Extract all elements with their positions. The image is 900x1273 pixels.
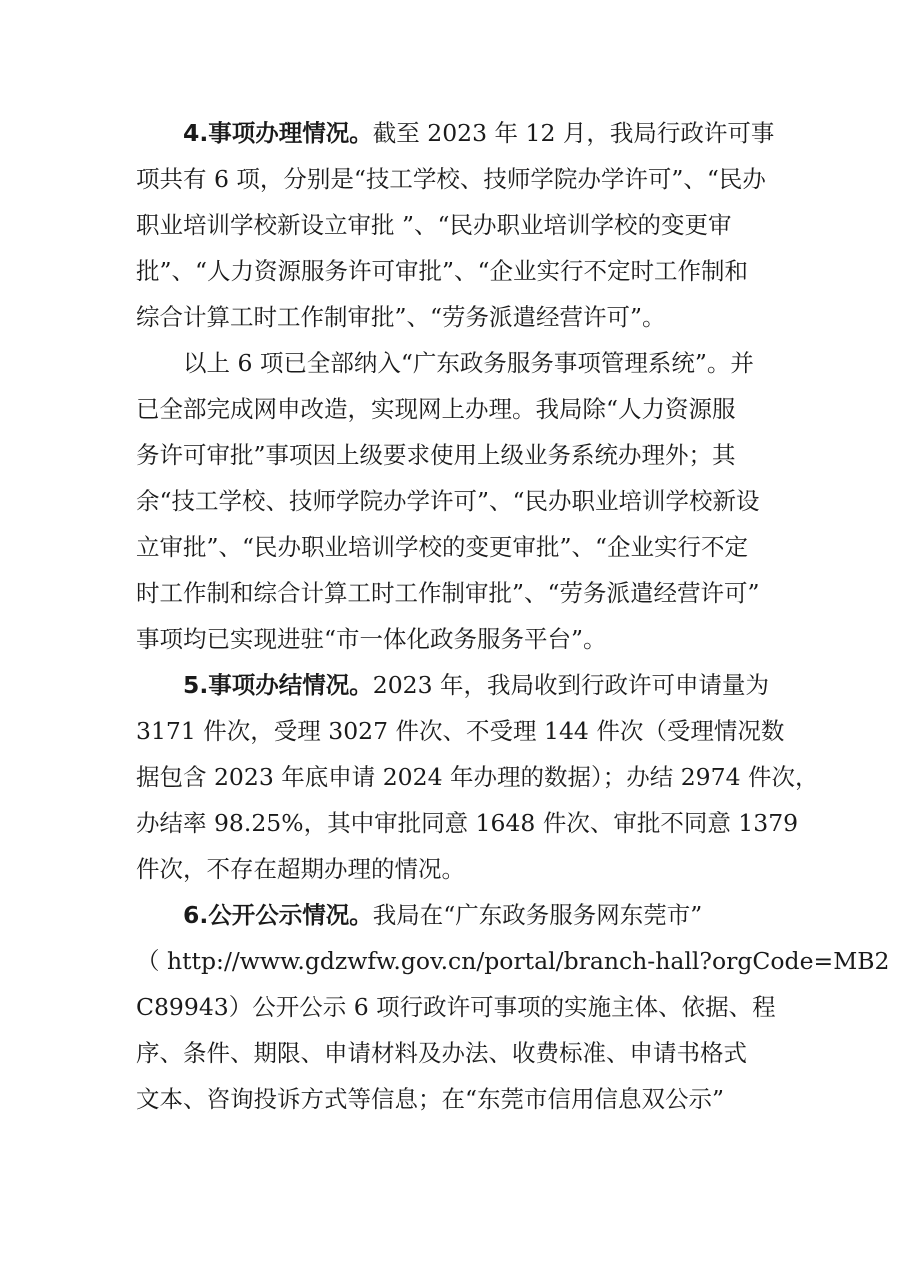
section-5-first-line	[136, 662, 776, 708]
section-4b-line: 以上 6 项已全部纳入“广东政务服务事项管理系统”。并	[183, 349, 754, 377]
section-4b-paragraph	[136, 340, 776, 662]
section-4-line: 批”、“人力资源服务许可审批”、“企业实行不定时工作制和	[136, 257, 749, 285]
section-4b-line: 时工作制和综合计算工时工作制审批”、“劳务派遣经营许可”	[136, 579, 760, 607]
section-4-first-line	[136, 110, 776, 156]
section-6-text: 我局在“广东政务服务网东莞市”	[372, 901, 703, 929]
section-6-first-line	[136, 892, 776, 938]
section-4b-line: 事项均已实现进驻“市一体化政务服务平台”。	[136, 625, 607, 653]
section-6-line: C89943）公开公示 6 项行政许可事项的实施主体、依据、程	[136, 993, 776, 1021]
section-5-line: 办结率 98.25%，其中审批同意 1648 件次、审批不同意 1379	[136, 809, 799, 837]
section-4b-line: 余“技工学校、技师学院办学许可”、“民办职业培训学校新设	[136, 487, 760, 515]
section-5-heading: 5.事项办结情况。	[183, 671, 373, 699]
section-6-url-line: （ http://www.gdzwfw.gov.cn/portal/branch-hall?orgCode=MB2	[136, 947, 890, 975]
section-4b-line: 立审批”、“民办职业培训学校的变更审批”、“企业实行不定	[136, 533, 749, 561]
section-6-line: 序、条件、期限、申请材料及办法、收费标准、申请书格式	[136, 1039, 747, 1067]
section-4-line: 综合计算工时工作制审批”、“劳务派遣经营许可”。	[136, 303, 666, 331]
section-6-line: 文本、咨询投诉方式等信息；在“东莞市信用信息双公示”	[136, 1085, 725, 1113]
section-4-line: 项共有 6 项，分别是“技工学校、技师学院办学许可”、“民办	[136, 165, 766, 193]
section-6-paragraph	[136, 892, 890, 1122]
section-6-heading: 6.公开公示情况。	[183, 901, 373, 929]
section-4b-line: 已全部完成网申改造，实现网上办理。我局除“人力资源服	[136, 395, 736, 423]
section-5-line: 据包含 2023 年底申请 2024 年办理的数据）；办结 2974 件次，	[136, 763, 819, 791]
section-5-line: 3171 件次，受理 3027 件次、不受理 144 件次（受理情况数	[136, 717, 785, 745]
section-4-heading: 4.事项办理情况。	[183, 119, 373, 147]
section-5-line: 件次，不存在超期办理的情况。	[136, 855, 465, 883]
section-4-paragraph	[136, 110, 776, 340]
section-4-text: 截至 2023 年 12 月，我局行政许可事	[372, 119, 775, 147]
document-body	[136, 110, 890, 1122]
section-5-paragraph	[136, 662, 819, 892]
section-4b-line: 务许可审批”事项因上级要求使用上级业务系统办理外；其	[136, 441, 736, 469]
section-4-line: 职业培训学校新设立审批 ”、“民办职业培训学校的变更审	[136, 211, 732, 239]
section-5-text: 2023 年，我局收到行政许可申请量为	[372, 671, 770, 699]
